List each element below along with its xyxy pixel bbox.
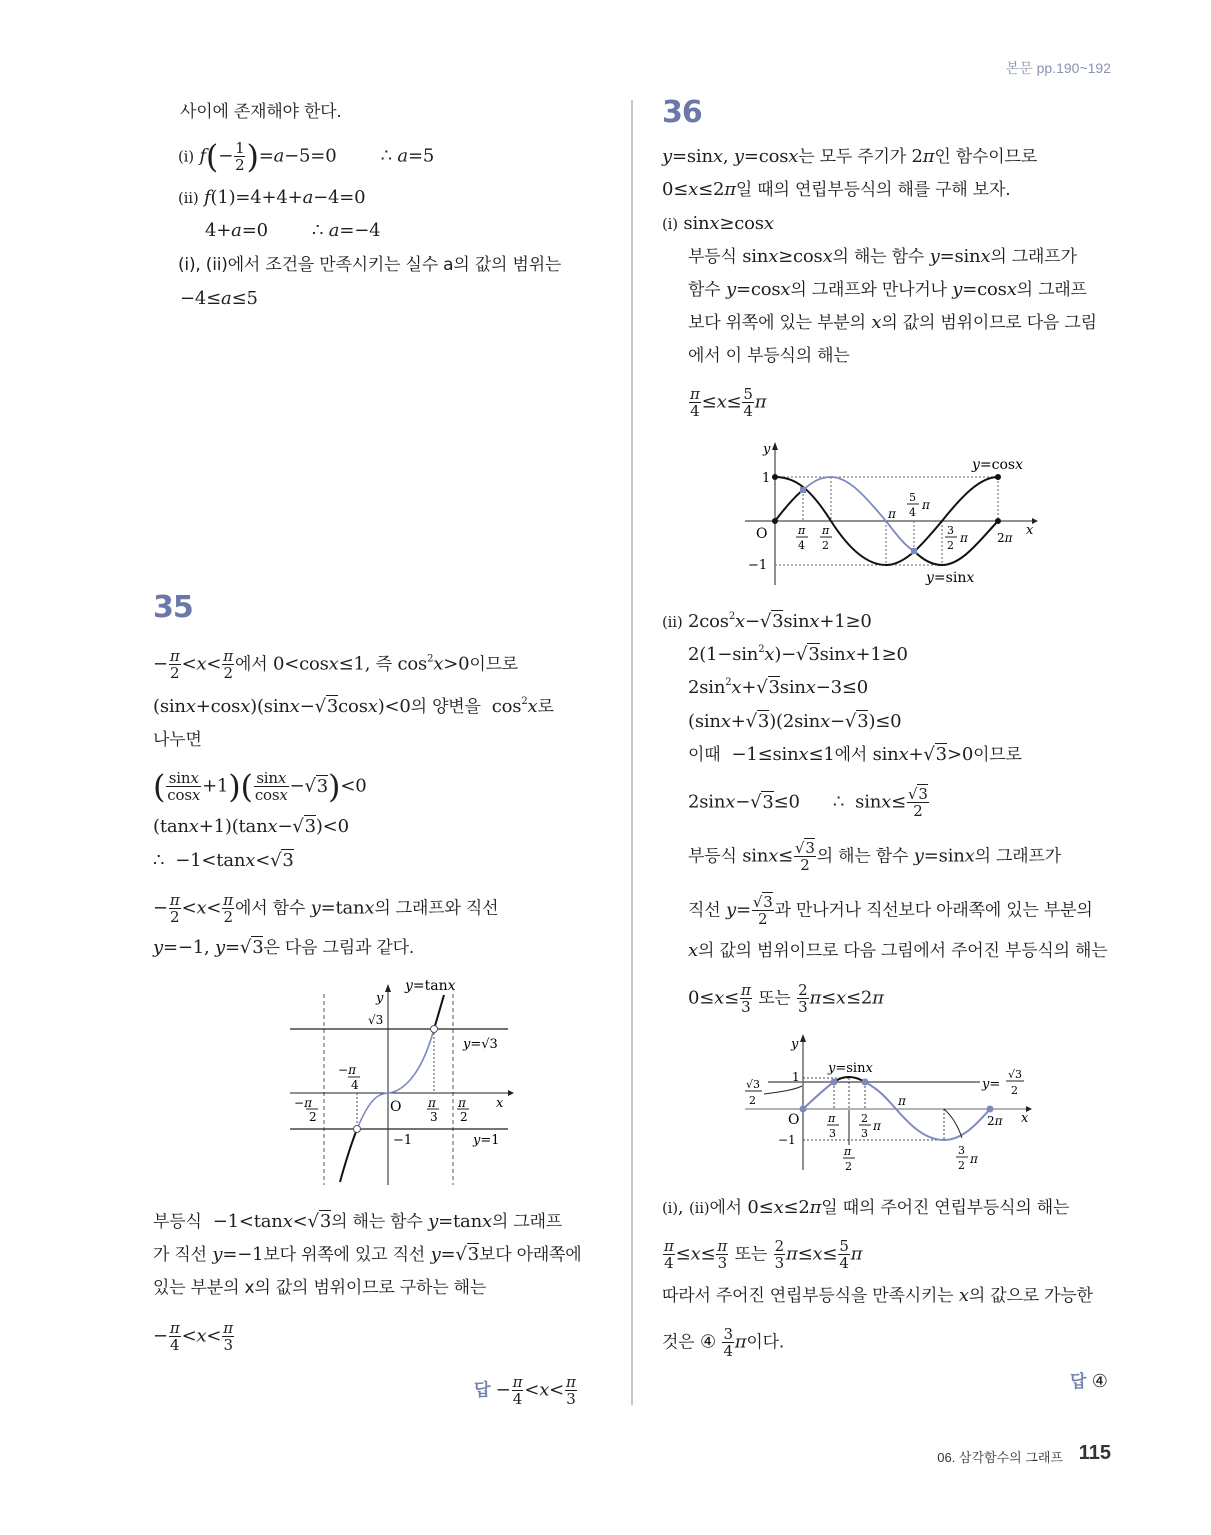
text-line: ( $\frac{\sin x}{\cos x}$ +1)( $\frac{\sin x}{\cos x}$ −√3)<0 xyxy=(153,767,367,806)
text-line: (i), (ii)에서 0≤x≤2π일 때의 주어진 연립부등식의 해는 xyxy=(662,1197,1070,1218)
case-i-title: (i) sinx≥cosx xyxy=(662,213,774,234)
svg-text:−π: −π xyxy=(338,1063,356,1077)
svg-text:−1: −1 xyxy=(748,558,768,573)
svg-text:2π: 2π xyxy=(987,1114,1003,1128)
svg-text:√3: √3 xyxy=(746,1078,761,1091)
svg-text:3: 3 xyxy=(958,1144,965,1157)
svg-text:y=1: y=1 xyxy=(473,1133,500,1148)
sin-cos-graph xyxy=(740,430,1040,600)
text-line: $2(1-\sin^2x)-√3\sin x+1\ge 0$ xyxy=(688,644,908,665)
text-line: 있는 부분의 x의 값의 범위이므로 구하는 해는 xyxy=(153,1278,487,1298)
text-line: 따라서 주어진 연립부등식을 만족시키는 x의 값으로 가능한 xyxy=(662,1285,1093,1306)
sin-graph xyxy=(740,1030,1040,1180)
svg-text:2: 2 xyxy=(460,1110,468,1124)
svg-text:π: π xyxy=(888,507,896,521)
footer-chapter: 06. 삼각함수의 그래프 xyxy=(937,1450,1063,1465)
svg-text:1: 1 xyxy=(762,471,771,486)
svg-text:π: π xyxy=(844,1145,852,1158)
svg-text:4: 4 xyxy=(909,506,916,519)
problem-number-36: 36 xyxy=(662,95,702,130)
text-line: (tanx+1)(tanx−√3)<0 xyxy=(153,816,349,837)
text-line: y=−1, y=√3은 다음 그림과 같다. xyxy=(153,937,415,958)
result-line: 0≤x≤ $\frac{\pi}{3}$ 또는 $\frac{2}{3}$ π≤x≤2π xyxy=(688,981,884,1016)
svg-text:y: y xyxy=(376,991,384,1006)
text-line: (ii) $2\cos^2x-√3\sin x+1\ge 0$ xyxy=(662,611,872,632)
result-line: −4≤a≤5 xyxy=(180,288,258,309)
svg-text:3: 3 xyxy=(430,1110,438,1124)
svg-text:π: π xyxy=(828,1112,836,1125)
text-line: 사이에 존재해야 한다. xyxy=(180,102,342,122)
svg-text:y: y xyxy=(791,1037,799,1052)
text-line: x의 값의 범위이므로 다음 그림에서 주어진 부등식의 해는 xyxy=(688,940,1108,961)
text-line: ∴ −1<tanx<√3 xyxy=(153,850,294,871)
svg-text:O: O xyxy=(788,1112,800,1128)
svg-text:π: π xyxy=(922,498,930,512)
result-line: $\frac{\pi}{4}$ ≤x≤ $\frac{\pi}{3}$ 또는 $\frac{2}{3}$ π≤x≤ $\frac{5}{4}$ π xyxy=(664,1237,863,1272)
svg-text:π: π xyxy=(898,1094,906,1108)
svg-text:√3: √3 xyxy=(368,1013,384,1027)
case-ii-line: (ii) f(1)=4+4+a−4=0 xyxy=(178,187,366,208)
result-line: $\frac{\pi}{4}$ ≤x≤ $\frac{5}{4}$ π xyxy=(690,385,767,420)
svg-text:2: 2 xyxy=(845,1160,852,1173)
svg-text:π: π xyxy=(873,1119,881,1133)
text-line: 부등식 −1<tanx<√3의 해는 함수 y=tanx의 그래프 xyxy=(153,1211,563,1232)
text-line: 0≤x≤2π일 때의 연립부등식의 해를 구해 보자. xyxy=(662,179,1011,200)
tan-curve-label: y=tanx xyxy=(405,978,456,994)
text-line: 이때 −1≤sinx≤1에서 sinx+√3>0이므로 xyxy=(688,744,1022,765)
text-line: 나누면 xyxy=(153,730,202,750)
text-line: − $\frac{\pi}{2}$ <x< $\frac{\pi}{2}$ 에서 함수 y=tanx의 그래프와 직선 xyxy=(153,891,499,926)
result-line: − $\frac{\pi}{4}$ <x< $\frac{\pi}{3}$ xyxy=(153,1319,233,1354)
svg-text:4: 4 xyxy=(798,539,805,552)
svg-text:y=: y= xyxy=(982,1077,1001,1092)
svg-text:−1: −1 xyxy=(778,1133,796,1147)
svg-text:3: 3 xyxy=(861,1127,868,1140)
case-ii-sub: 4+a=0 ∴ a=−4 xyxy=(205,220,381,241)
svg-text:π: π xyxy=(970,1152,978,1166)
page-number: 115 xyxy=(1078,1442,1111,1464)
svg-text:y=sinx: y=sinx xyxy=(828,1061,873,1076)
text-line: 함수 y=cosx의 그래프와 만나거나 y=cosx의 그래프 xyxy=(688,279,1087,300)
answer-label: 답 xyxy=(1070,1372,1087,1392)
svg-text:x: x xyxy=(1021,1111,1029,1126)
answer-line: 답 − $\frac{\pi}{4}$ <x< $\frac{\pi}{3}$ xyxy=(474,1373,576,1408)
text-line: − $\frac{\pi}{2}$ <x< $\frac{\pi}{2}$ 에서 0<cosx≤1, 즉 $\cos^2x>0$이므로 xyxy=(153,647,519,682)
svg-text:−1: −1 xyxy=(393,1133,413,1148)
svg-text:√3: √3 xyxy=(1008,1068,1023,1081)
text-line: 가 직선 y=−1보다 위쪽에 있고 직선 y=√3보다 아래쪽에 xyxy=(153,1244,582,1265)
svg-text:2: 2 xyxy=(822,539,829,552)
text-line: 보다 위쪽에 있는 부분의 x의 값의 범위이므로 다음 그림 xyxy=(688,312,1097,333)
svg-text:5: 5 xyxy=(909,491,916,504)
svg-text:x: x xyxy=(1026,523,1034,538)
summary-line: (i), (ii)에서 조건을 만족시키는 실수 a의 값의 범위는 xyxy=(178,255,562,275)
svg-text:y=cosx: y=cosx xyxy=(972,457,1024,473)
text-line: 직선 y= $\frac{√3}{2}$ 과 만나거나 직선보다 아래쪽에 있는 부분의 xyxy=(688,893,1093,928)
svg-text:1: 1 xyxy=(792,1070,800,1084)
text-line: 에서 이 부등식의 해는 xyxy=(688,346,850,366)
svg-text:π: π xyxy=(960,531,968,545)
svg-text:3: 3 xyxy=(829,1127,836,1140)
svg-text:2: 2 xyxy=(1011,1084,1018,1097)
text-line: 2sinx−√3≤0 ∴ sinx≤ $\frac{√3}{2}$ xyxy=(688,785,928,820)
page-reference: 본문 pp.190~192 xyxy=(1005,60,1111,76)
svg-text:y=sinx: y=sinx xyxy=(926,570,975,586)
svg-text:y: y xyxy=(763,442,771,457)
text-line: y=sinx, y=cosx는 모두 주기가 2π인 함수이므로 xyxy=(662,146,1037,167)
answer-value: ④ xyxy=(1091,1371,1108,1392)
svg-text:2: 2 xyxy=(861,1112,868,1125)
svg-text:x: x xyxy=(496,1096,504,1111)
text-line: (sinx+√3)(2sinx−√3)≤0 xyxy=(688,711,902,732)
case-i-line: (i) f(− $\frac{1}{2}$ )=a−5=0 ∴ a=5 xyxy=(178,137,435,176)
svg-text:π: π xyxy=(458,1096,466,1110)
svg-text:2: 2 xyxy=(309,1110,317,1124)
svg-text:O: O xyxy=(756,526,768,542)
svg-text:−π: −π xyxy=(294,1096,312,1110)
column-divider xyxy=(631,100,633,1405)
text-line: 부등식 sinx≤ $\frac{√3}{2}$ 의 해는 함수 y=sinx의 그래프가 xyxy=(688,839,1061,874)
svg-text:3: 3 xyxy=(947,524,954,537)
svg-text:π: π xyxy=(798,524,806,537)
svg-text:O: O xyxy=(390,1099,402,1115)
text-line: $2\sin^2x+√3\sin x-3\le 0$ xyxy=(688,677,869,698)
tan-graph xyxy=(280,970,520,1190)
svg-text:π: π xyxy=(428,1096,436,1110)
text-line: 것은 ④ $\frac{3}{4}$ π이다. xyxy=(662,1325,785,1360)
svg-text:2π: 2π xyxy=(997,531,1013,545)
text-line: (sinx+cosx)(sinx−√3cosx)<0의 양변을 $\cos^2x$로 xyxy=(153,696,554,717)
svg-text:4: 4 xyxy=(351,1078,359,1092)
svg-text:y=√3: y=√3 xyxy=(463,1037,498,1052)
svg-text:2: 2 xyxy=(749,1094,756,1107)
answer-line xyxy=(1070,1370,1108,1394)
svg-text:2: 2 xyxy=(947,539,954,552)
text-line: 부등식 sinx≥cosx의 해는 함수 y=sinx의 그래프가 xyxy=(688,246,1077,267)
svg-text:2: 2 xyxy=(958,1159,965,1172)
problem-number-35: 35 xyxy=(153,590,193,625)
answer-label: 답 xyxy=(474,1380,491,1401)
svg-text:π: π xyxy=(822,524,830,537)
